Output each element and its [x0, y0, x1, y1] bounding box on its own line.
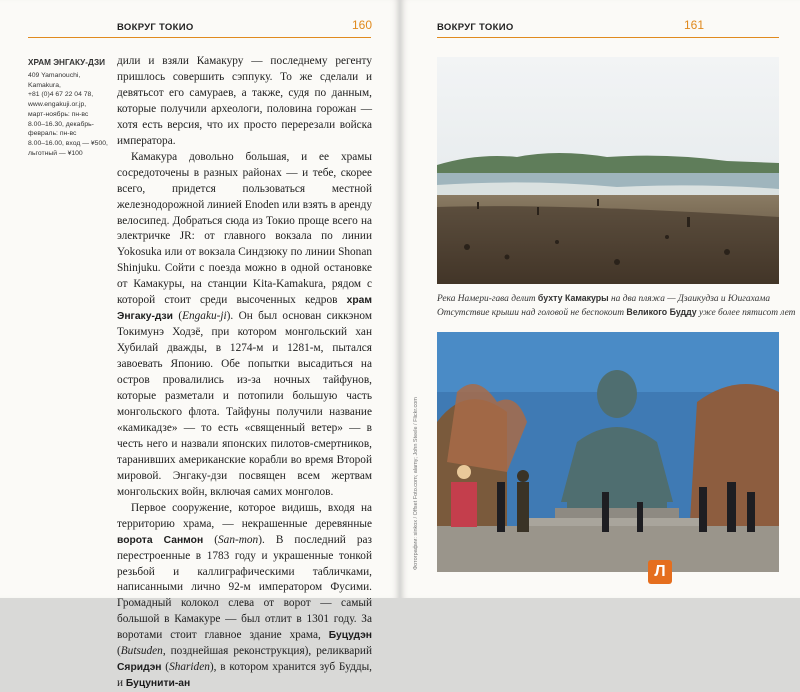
sidebar-line: льготный — ¥100	[28, 149, 83, 157]
paragraph	[117, 150, 372, 501]
text-run: ). Он был основан сиккэном Токимунэ Ходзё, при котором монгольский хан Хубилай дважды, в 1274-м и 1281-м, пытался завоевать Японию. Обе попытки высадиться на остров провалились из-за ночных тайфунов, которые разметали и потопили большую часть монгольского флота. Тайфуны получили название «камикадзе» — то есть «священный ветер» — в честь него и назвали японских пилотов-смертников, таранивших американские корабли во время Второй мировой. Энгаку-дзи посвящен всем жертвам монгольских войн, включая самих монголов.	[117, 310, 373, 498]
paragraph	[117, 54, 372, 150]
text-run: (	[203, 533, 219, 546]
running-header: ВОКРУГ ТОКИО	[117, 22, 194, 33]
bold-term: Сяридэн	[117, 662, 162, 674]
great-buddha-photo	[437, 332, 779, 572]
bold-term: Буцудэн	[328, 630, 372, 642]
sidebar-title: ХРАМ ЭНГАКУ-ДЗИ	[28, 58, 105, 67]
beach-photo	[437, 57, 779, 284]
bold-term: бухту Камакуры	[537, 293, 609, 303]
italic-term: Shariden	[169, 661, 210, 674]
body-text	[117, 54, 372, 692]
left-page	[0, 0, 399, 690]
beach-photo-image	[437, 57, 779, 284]
text-run: Первое сооружение, которое видишь, входя на территорию храма, — некрашенные деревянные	[117, 501, 372, 530]
sidebar-line: +81 (0)4 67 22 04 78,	[28, 91, 94, 99]
text-run: Отсутствие крыши над головой не беспокоит	[437, 308, 627, 318]
photo-caption	[437, 292, 796, 320]
sidebar-line: Kamakura,	[28, 81, 61, 89]
running-header: ВОКРУГ ТОКИО	[437, 22, 514, 33]
bold-term: Великого Будду	[626, 307, 697, 317]
bold-term: Буцунити-ан	[125, 678, 191, 690]
right-page	[401, 0, 800, 598]
text-run: , позднейшая реконструкция), реликварий	[162, 645, 372, 658]
sidebar-line: 8.00–16.30, декабрь-	[28, 120, 94, 128]
text-run: (	[161, 661, 170, 674]
sidebar-line: 8.00–16.00, вход — ¥500,	[28, 139, 108, 147]
italic-term: San-mon	[218, 533, 259, 546]
info-sidebar	[28, 58, 108, 158]
sidebar-line: февраль: пн-вс	[28, 130, 77, 138]
header-rule	[437, 37, 779, 38]
header-rule	[28, 37, 371, 38]
great-buddha-photo-image	[437, 332, 779, 572]
photo-credit: Фотографии: sinkox / Offset Foto.com; alamy; John Steele / Flickr.com	[413, 397, 419, 570]
text-run: ), в котором хранится зуб Будды, и	[117, 661, 372, 690]
bold-term: ворота Санмон	[117, 534, 204, 546]
bold-term: храм Энгаку-дзи	[117, 295, 372, 323]
caption-line	[437, 292, 782, 306]
caption-line	[437, 306, 796, 320]
italic-term: Engaku-ji	[182, 310, 227, 323]
text-run: (	[117, 645, 121, 658]
text-run: ). В последний раз перестроенные в 1783 году и украшенные тонкой резьбой и каллиграфическими табличками, написанными лично 92-м императором Фусими. Громадный колокол слева от ворот — самый большой в Камакуре — был отлит в 1301 году. За воротами стоит главное здание храма,	[117, 533, 372, 642]
text-run: Река Намери-гава делит	[437, 294, 538, 304]
page-number: 161	[684, 18, 705, 32]
italic-term: Butsuden	[120, 645, 163, 658]
sidebar-line: www.engakuji.or.jp,	[28, 101, 87, 109]
page-number: 160	[352, 18, 373, 32]
text-run: (	[172, 310, 183, 323]
publisher-logo: Л	[648, 560, 672, 584]
text-run: уже более пятисот лет	[696, 308, 796, 318]
sidebar-line: март-ноябрь: пн-вс	[28, 110, 89, 118]
sidebar-line: 409 Yamanouchi,	[28, 72, 81, 79]
text-run: Камакура довольно большая, и ее храмы сосредоточены в разных районах — и тебе, скорее всего, придется пользоваться местной железнодорожной линией Enoden или взять в аренду велосипед. Добраться сюда из Токио проще всего на электричке JR: от главного вокзала по линии Yokosuka или от вокзала Синдзюку по линии Shonan Shinjuku. Сойти с поезда можно в одной остановке от Камакуры, на станции Kita-Kamakura, рядом с которой стоит среди высоченных кедров	[117, 150, 372, 307]
text-run: дили и взяли Камакуру — последнему регенту пришлось совершить сэппуку. То же сделали и девятьсот его самураев, а также, судя по данным, которые получили археологи, половина горожан — хотя есть версия, что их просто перерезали войска императора.	[117, 55, 372, 147]
paragraph	[117, 501, 372, 692]
text-run: на два пляжа — Дзаикудза и Юигахама	[608, 294, 771, 304]
